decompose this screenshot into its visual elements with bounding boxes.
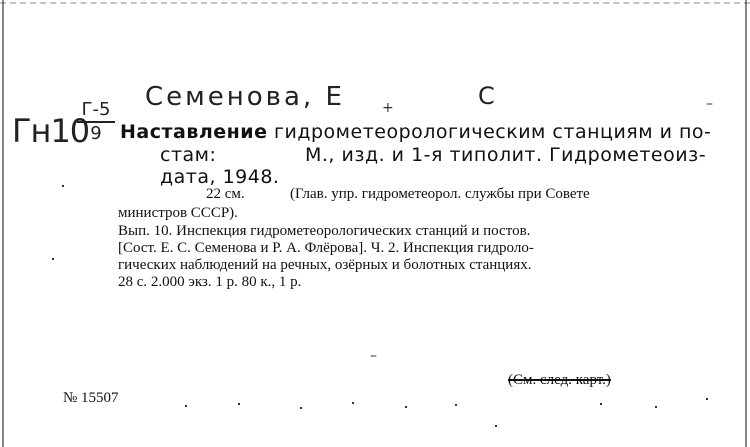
dash-mark: – (706, 96, 713, 112)
card-top-edge (0, 2, 750, 4)
compilers-line: [Сост. Е. С. Семенова и Р. А. Флёрова]. Ч. 2. Инспекция гидроло- (118, 240, 534, 256)
speck (352, 402, 354, 404)
speck (600, 403, 602, 405)
card-left-edge (2, 0, 4, 447)
card-right-edge (745, 0, 747, 447)
speck (495, 425, 497, 427)
inventory-number: № 15507 (63, 390, 119, 406)
speck (52, 258, 54, 260)
issue-line: Вып. 10. Инспекция гидрометеорологических станций и постов. (118, 223, 531, 239)
speck (62, 185, 64, 187)
series-end: министров СССР). (118, 205, 238, 221)
author-surname: Семенова, Е (145, 82, 345, 112)
speck (238, 403, 240, 405)
title-line-2b: М., изд. и 1-я типолит. Гидрометеоиз- (305, 144, 707, 166)
speck (300, 407, 302, 409)
speck (455, 404, 457, 406)
part-line: гических наблюдений на речных, озёрных и болотных станциях. (118, 257, 532, 273)
speck (405, 406, 407, 408)
title-line-1 (120, 121, 711, 143)
size: 22 см. (206, 186, 245, 202)
title-lead: Наставление (120, 121, 268, 143)
speck (185, 405, 187, 407)
speck (655, 406, 657, 408)
author-mark: + (382, 100, 394, 116)
title-line-1-rest: гидрометеорологическим станциям и по- (274, 121, 712, 143)
title-line-2a: стам: (160, 144, 217, 166)
shelf-fraction (76, 100, 116, 144)
pages-line: 28 с. 2.000 экз. 1 р. 80 к., 1 р. (118, 274, 302, 290)
series-start: (Глав. упр. гидрометеорол. службы при Совете (290, 186, 590, 202)
see-next-card: (См. след. карт.) (508, 372, 611, 388)
dash-mark-lower: – (370, 348, 377, 364)
shelf-denominator: 9 (90, 123, 102, 144)
author-initial: С (478, 82, 495, 110)
title-line-3: дата, 1948. (160, 166, 280, 188)
speck (706, 398, 708, 400)
shelf-numerator: Г-5 (81, 99, 111, 120)
shelf-mark: Гн10 (12, 112, 90, 150)
